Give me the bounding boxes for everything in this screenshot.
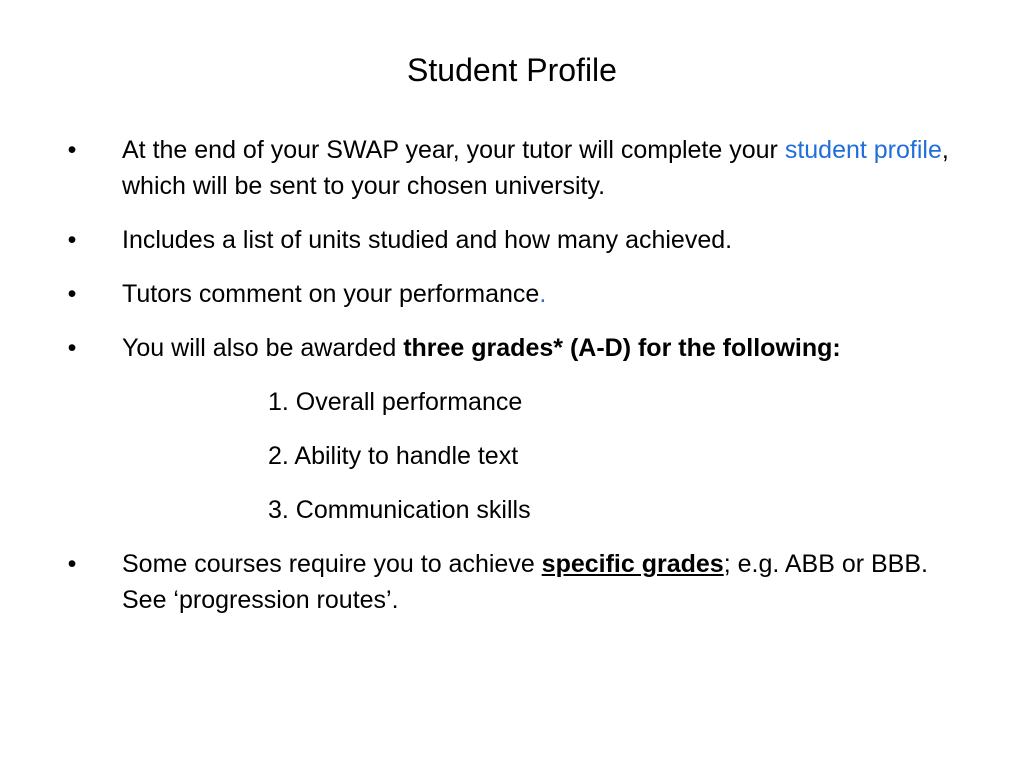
bullet-icon: • [67, 136, 77, 164]
bullet-text: You will also be awarded [122, 334, 404, 362]
bullet-item-specific-grades [0, 546, 952, 618]
bullet-item-tutor-comment [0, 276, 952, 312]
numbered-item-communication: 3. Communication skills [268, 496, 531, 524]
numbered-item-handle-text: 2. Ability to handle text [268, 442, 519, 470]
bullet-icon: • [67, 226, 77, 254]
bullet-icon: • [67, 280, 77, 308]
bullet-bold-text: three grades* (A-D) for the following: [403, 334, 841, 362]
bullet-text: , which will be sent to your chosen university. [122, 136, 949, 200]
bullet-list [0, 132, 1024, 636]
bullet-item-units [0, 222, 952, 258]
student-profile-link[interactable]: student profile [784, 136, 942, 164]
bullet-underlined-text: specific grades [541, 550, 724, 578]
bullet-icon: • [67, 550, 77, 578]
bullet-icon: • [67, 334, 77, 362]
bullet-text: Tutors comment on your performance [122, 280, 540, 308]
bullet-text: At the end of your SWAP year, your tutor will complete your [122, 136, 785, 164]
bullet-item-student-profile [0, 132, 952, 204]
numbered-item-overall-performance: 1. Overall performance [268, 388, 523, 416]
bullet-text: Some courses require you to achieve [122, 550, 542, 578]
bullet-item-grades [0, 330, 952, 366]
bullet-text: Includes a list of units studied and how many achieved. [122, 226, 733, 254]
bullet-text: ; e.g. ABB or BBB. See ‘progression routes’. [122, 550, 928, 614]
slide-title: Student Profile [407, 52, 617, 88]
bullet-period: . [539, 280, 547, 308]
